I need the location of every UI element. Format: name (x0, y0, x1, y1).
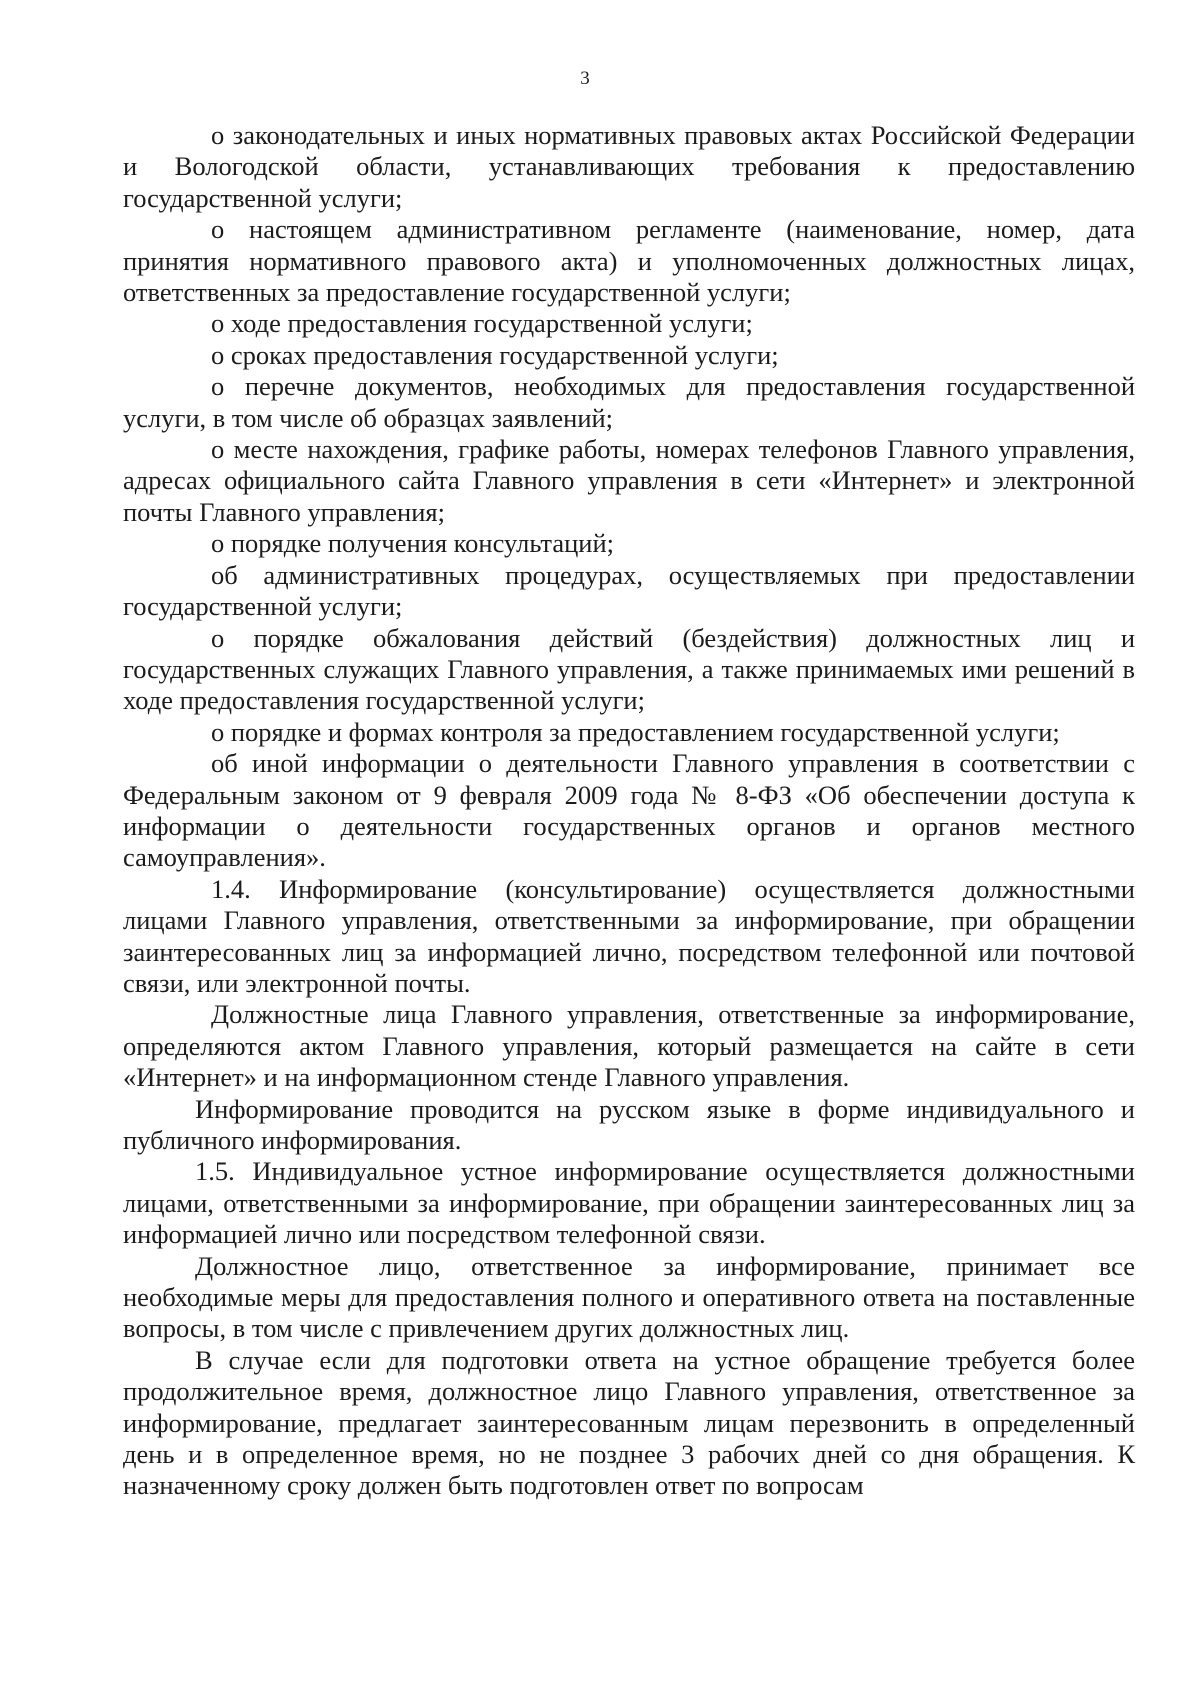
page-number: 3 (580, 68, 590, 89)
document-body (123, 120, 1135, 1502)
paragraph-extended-response: В случае если для подготовки ответа на устное обращение требуется более продолжительное время, должностное лицо Главного управления, ответственное за информирование, предлагает заинтересованным лицам перезвонить в определенный день и в определенное время, но не позднее 3 рабочих дней со дня обращения. К назначенному сроку должен быть подготовлен ответ по вопросам (123, 1344, 1135, 1501)
paragraph-documents-list: о перечне документов, необходимых для предоставления государственной услуги, в том числе об образцах заявлений; (123, 371, 1135, 433)
paragraph-language: Информирование проводится на русском языке в форме индивидуального и публичного информирования. (123, 1093, 1135, 1155)
paragraph-other-information: об иной информации о деятельности Главного управления в соответствии с Федеральным законом от 9 февраля 2009 года № 8-ФЗ «Об обеспечении доступа к информации о деятельности государственных органов и органов местного самоуправления». (123, 748, 1135, 873)
paragraph-service-terms: о сроках предоставления государственной услуги; (211, 339, 779, 370)
paragraph-administrative-procedures: об административных процедурах, осуществляемых при предоставлении государственной услуги; (123, 559, 1135, 622)
paragraph-location-contacts: о месте нахождения, графике работы, номерах телефонов Главного управления, адресах официального сайта Главного управления в сети «Интернет» и электронной почты Главного управления; (123, 434, 1135, 527)
paragraph-section-1-5: 1.5. Индивидуальное устное информирование осуществляется должностными лицами, ответственными за информирование, при обращении заинтересованных лиц за информацией лично или посредством телефонной связи. (123, 1156, 1135, 1250)
paragraph-responsible-officials: Должностные лица Главного управления, ответственные за информирование, определяются актом Главного управления, который размещается на сайте в сети «Интернет» и на информационном стенде Главного управления. (123, 999, 1135, 1093)
paragraph-legal-acts: о законодательных и иных нормативных правовых актах Российской Федерации и Вологодской области, устанавливающих требования к предоставлению государственной услуги; (123, 120, 1135, 213)
paragraph-regulation: о настоящем административном регламенте (наименование, номер, дата принятия нормативного правового акта) и уполномоченных должностных лицах, ответственных за предоставление государственной услуги; (123, 214, 1135, 308)
paragraph-consultations: о порядке получения консультаций; (211, 528, 614, 559)
paragraph-control-forms: о порядке и формах контроля за предоставлением государственной услуги; (211, 716, 1060, 747)
paragraph-service-progress: о ходе предоставления государственной услуги; (211, 308, 753, 339)
paragraph-official-measures: Должностное лицо, ответственное за информирование, принимает все необходимые меры для предоставления полного и оперативного ответа на поставленные вопросы, в том числе с привлечением других должностных лиц. (123, 1250, 1135, 1344)
paragraph-section-1-4: 1.4. Информирование (консультирование) осуществляется должностными лицами Главного управления, ответственными за информирование, при обращении заинтересованных лиц за информацией лично, посредством телефонной или почтовой связи, или электронной почты. (123, 873, 1135, 998)
paragraph-appeal-procedure: о порядке обжалования действий (бездействия) должностных лиц и государственных служащих Главного управления, а также принимаемых ими решений в ходе предоставления государственной услуги; (123, 622, 1135, 716)
